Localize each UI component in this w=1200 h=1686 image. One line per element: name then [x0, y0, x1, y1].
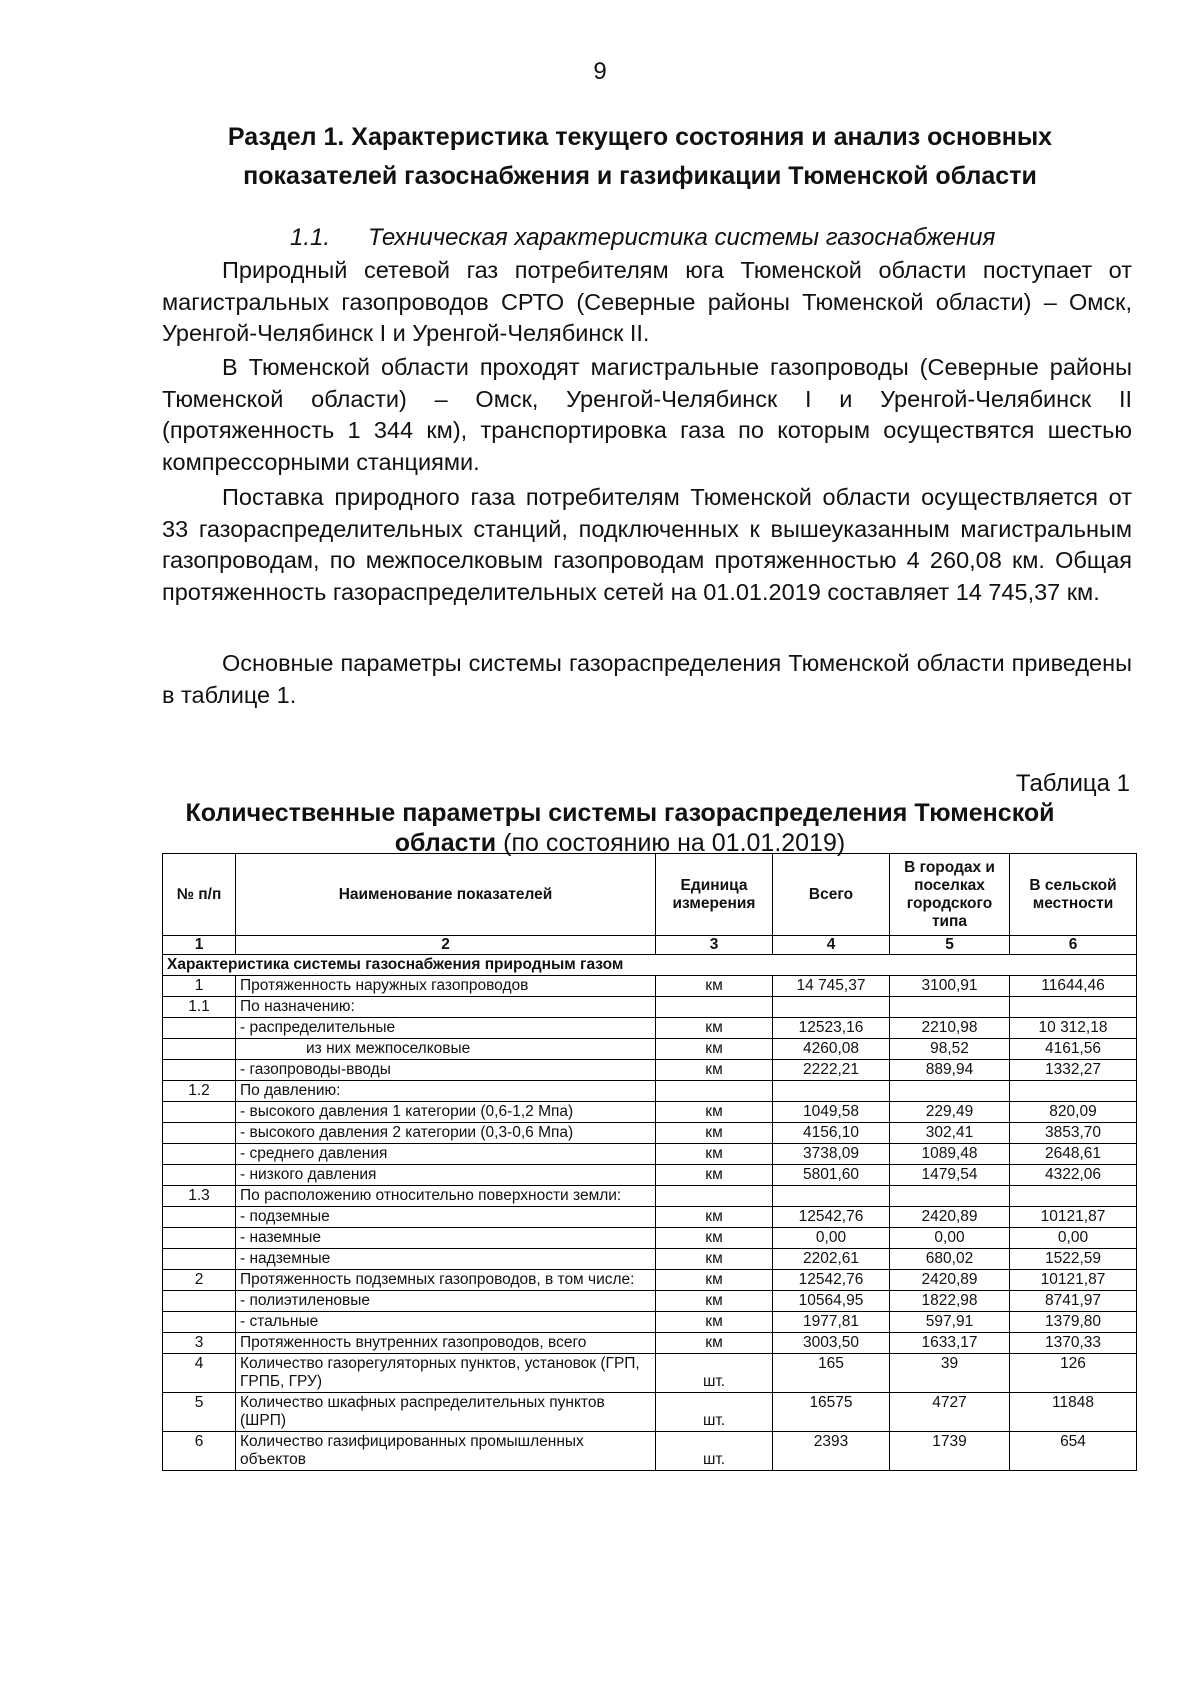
- table-row: [163, 1207, 1137, 1228]
- cell-name: - высокого давления 2 категории (0,3-0,6 Мпа): [236, 1123, 656, 1144]
- cell-rural: 654: [1010, 1432, 1137, 1471]
- cell-urban: 39: [890, 1354, 1010, 1393]
- cell-name: По расположению относительно поверхности земли:: [236, 1186, 656, 1207]
- cell-num: 1.2: [163, 1081, 236, 1102]
- header-name: Наименование показателей: [236, 854, 656, 936]
- header-rural: В сельской местности: [1010, 854, 1137, 936]
- cell-total: 12542,76: [773, 1270, 890, 1291]
- cell-total: 1977,81: [773, 1312, 890, 1333]
- table-row: [163, 1144, 1137, 1165]
- cell-urban: 889,94: [890, 1060, 1010, 1081]
- cell-total: 165: [773, 1354, 890, 1393]
- cell-rural: [1010, 1186, 1137, 1207]
- cell-name: - высокого давления 1 категории (0,6-1,2 Мпа): [236, 1102, 656, 1123]
- cell-urban: 2420,89: [890, 1270, 1010, 1291]
- paragraph-4: Основные параметры системы газораспределения Тюменской области приведены в таблице 1.: [162, 650, 1132, 708]
- cell-num: 6: [163, 1432, 236, 1471]
- cell-rural: 126: [1010, 1354, 1137, 1393]
- cell-total: 2222,21: [773, 1060, 890, 1081]
- cell-urban: 3100,91: [890, 976, 1010, 997]
- cell-total: 14 745,37: [773, 976, 890, 997]
- cell-num: [163, 1228, 236, 1249]
- cell-num: [163, 1207, 236, 1228]
- cell-unit: км: [656, 1228, 773, 1249]
- cell-rural: 10 312,18: [1010, 1018, 1137, 1039]
- table-row: [163, 1291, 1137, 1312]
- cell-urban: 0,00: [890, 1228, 1010, 1249]
- table-row: [163, 1039, 1137, 1060]
- table-row: [163, 1393, 1137, 1432]
- cell-num: 5: [163, 1393, 236, 1432]
- header-urban: В городах и поселках городского типа: [890, 854, 1010, 936]
- cell-unit: [656, 997, 773, 1018]
- cell-urban: 680,02: [890, 1249, 1010, 1270]
- cell-name: - полиэтиленовые: [236, 1291, 656, 1312]
- cell-total: 5801,60: [773, 1165, 890, 1186]
- cell-urban: [890, 1186, 1010, 1207]
- table-row: [163, 1270, 1137, 1291]
- cell-name: По назначению:: [236, 997, 656, 1018]
- cell-name: - подземные: [236, 1207, 656, 1228]
- cell-name: - распределительные: [236, 1018, 656, 1039]
- paragraph-2: В Тюменской области проходят магистральные газопроводы (Северные районы Тюменской области) – Омск, Уренгой-Челябинск I и Уренгой-Челябинск II (протяженность 1 344 км), транспортировка газа по которым осуществятся шестью компрессорными станциями.: [162, 354, 1132, 475]
- header-total: Всего: [773, 854, 890, 936]
- cell-total: [773, 997, 890, 1018]
- cell-unit: км: [656, 1123, 773, 1144]
- cell-num: [163, 1165, 236, 1186]
- table-row: [163, 1228, 1137, 1249]
- cell-urban: [890, 1081, 1010, 1102]
- cell-total: 4260,08: [773, 1039, 890, 1060]
- subsection-title: Техническая характеристика системы газоснабжения: [368, 224, 996, 251]
- colnum-3: 3: [656, 936, 773, 955]
- cell-name: Протяженность наружных газопроводов: [236, 976, 656, 997]
- colnum-6: 6: [1010, 936, 1137, 955]
- cell-unit: шт.: [656, 1432, 773, 1471]
- header-unit: Единица измерения: [656, 854, 773, 936]
- cell-urban: 98,52: [890, 1039, 1010, 1060]
- cell-total: 1049,58: [773, 1102, 890, 1123]
- table-row: [163, 1060, 1137, 1081]
- cell-unit: км: [656, 1144, 773, 1165]
- cell-rural: [1010, 1081, 1137, 1102]
- table-title-bold: Количественные параметры системы газораспределения Тюменской области: [185, 799, 1055, 857]
- cell-rural: 8741,97: [1010, 1291, 1137, 1312]
- cell-unit: [656, 1081, 773, 1102]
- cell-unit: шт.: [656, 1393, 773, 1432]
- cell-name: Количество шкафных распределительных пунктов (ШРП): [236, 1393, 656, 1432]
- cell-name: По давлению:: [236, 1081, 656, 1102]
- cell-rural: 10121,87: [1010, 1270, 1137, 1291]
- cell-total: 3738,09: [773, 1144, 890, 1165]
- table-row: [163, 1333, 1137, 1354]
- cell-num: 1: [163, 976, 236, 997]
- cell-num: 1.1: [163, 997, 236, 1018]
- table-row: [163, 997, 1137, 1018]
- cell-total: [773, 1186, 890, 1207]
- cell-rural: 4322,06: [1010, 1165, 1137, 1186]
- cell-urban: [890, 997, 1010, 1018]
- table-title-date: (по состоянию на 01.01.2019): [496, 829, 846, 857]
- table-row: [163, 1354, 1137, 1393]
- cell-name: Количество газорегуляторных пунктов, установок (ГРП, ГРПБ, ГРУ): [236, 1354, 656, 1393]
- cell-unit: км: [656, 1060, 773, 1081]
- cell-rural: 0,00: [1010, 1228, 1137, 1249]
- table-row: [163, 1249, 1137, 1270]
- table-row: [163, 976, 1137, 997]
- cell-unit: км: [656, 976, 773, 997]
- cell-num: [163, 1312, 236, 1333]
- cell-rural: 11644,46: [1010, 976, 1137, 997]
- cell-urban: 4727: [890, 1393, 1010, 1432]
- cell-unit: км: [656, 1333, 773, 1354]
- paragraph-1: Природный сетевой газ потребителям юга Тюменской области поступает от магистральных газопроводов СРТО (Северные районы Тюменской области) – Омск, Уренгой-Челябинск I и Уренгой-Челябинск II.: [162, 257, 1132, 346]
- section-row: Характеристика системы газоснабжения природным газом: [163, 955, 1137, 976]
- cell-unit: км: [656, 1249, 773, 1270]
- cell-name: - стальные: [236, 1312, 656, 1333]
- cell-num: 4: [163, 1354, 236, 1393]
- paragraph-3: Поставка природного газа потребителям Тюменской области осуществляется от 33 газораспределительных станций, подключенных к вышеуказанным магистральным газопроводам, по межпоселковым газопроводам протяженностью 4 260,08 км. Общая протяженность газораспределительных сетей на 01.01.2019 составляет 14 745,37 км.: [162, 484, 1132, 605]
- cell-name: - среднего давления: [236, 1144, 656, 1165]
- cell-rural: 1522,59: [1010, 1249, 1137, 1270]
- cell-total: 4156,10: [773, 1123, 890, 1144]
- cell-num: [163, 1102, 236, 1123]
- cell-unit: км: [656, 1039, 773, 1060]
- cell-rural: 10121,87: [1010, 1207, 1137, 1228]
- cell-rural: [1010, 997, 1137, 1018]
- cell-name: - наземные: [236, 1228, 656, 1249]
- table-row: [163, 1081, 1137, 1102]
- cell-rural: 3853,70: [1010, 1123, 1137, 1144]
- cell-name: Количество газифицированных промышленных объектов: [236, 1432, 656, 1471]
- cell-urban: 1479,54: [890, 1165, 1010, 1186]
- cell-unit: км: [656, 1291, 773, 1312]
- cell-total: 0,00: [773, 1228, 890, 1249]
- cell-name: Протяженность внутренних газопроводов, всего: [236, 1333, 656, 1354]
- cell-urban: 1739: [890, 1432, 1010, 1471]
- cell-urban: 229,49: [890, 1102, 1010, 1123]
- table-row: [163, 1018, 1137, 1039]
- table-row: [163, 1165, 1137, 1186]
- cell-rural: 1379,80: [1010, 1312, 1137, 1333]
- cell-name: Протяженность подземных газопроводов, в том числе:: [236, 1270, 656, 1291]
- cell-name: - низкого давления: [236, 1165, 656, 1186]
- cell-unit: шт.: [656, 1354, 773, 1393]
- cell-total: [773, 1081, 890, 1102]
- table-label: Таблица 1: [1015, 770, 1130, 797]
- cell-rural: 2648,61: [1010, 1144, 1137, 1165]
- cell-num: 3: [163, 1333, 236, 1354]
- cell-num: [163, 1123, 236, 1144]
- cell-num: [163, 1249, 236, 1270]
- cell-num: [163, 1060, 236, 1081]
- table-row: [163, 1432, 1137, 1471]
- cell-total: 2393: [773, 1432, 890, 1471]
- cell-num: [163, 1291, 236, 1312]
- cell-total: 12523,16: [773, 1018, 890, 1039]
- cell-rural: 1332,27: [1010, 1060, 1137, 1081]
- cell-total: 16575: [773, 1393, 890, 1432]
- cell-name: - надземные: [236, 1249, 656, 1270]
- cell-urban: 2210,98: [890, 1018, 1010, 1039]
- cell-urban: 1633,17: [890, 1333, 1010, 1354]
- cell-total: 12542,76: [773, 1207, 890, 1228]
- cell-unit: км: [656, 1270, 773, 1291]
- cell-unit: км: [656, 1018, 773, 1039]
- cell-unit: км: [656, 1102, 773, 1123]
- cell-rural: 1370,33: [1010, 1333, 1137, 1354]
- cell-total: 3003,50: [773, 1333, 890, 1354]
- cell-num: 2: [163, 1270, 236, 1291]
- table-row: [163, 1312, 1137, 1333]
- cell-unit: [656, 1186, 773, 1207]
- cell-rural: 4161,56: [1010, 1039, 1137, 1060]
- table-row: [163, 1123, 1137, 1144]
- cell-rural: 820,09: [1010, 1102, 1137, 1123]
- cell-rural: 11848: [1010, 1393, 1137, 1432]
- cell-name: - газопроводы-вводы: [236, 1060, 656, 1081]
- cell-unit: км: [656, 1207, 773, 1228]
- cell-num: [163, 1018, 236, 1039]
- subsection-number: 1.1.: [290, 224, 331, 251]
- cell-num: [163, 1144, 236, 1165]
- page-number: 9: [593, 58, 607, 85]
- cell-urban: 302,41: [890, 1123, 1010, 1144]
- cell-num: [163, 1039, 236, 1060]
- header-num: № п/п: [163, 854, 236, 936]
- cell-unit: км: [656, 1312, 773, 1333]
- cell-total: 10564,95: [773, 1291, 890, 1312]
- cell-name: из них межпоселковые: [236, 1039, 656, 1060]
- cell-urban: 2420,89: [890, 1207, 1010, 1228]
- parameters-table: [162, 853, 1137, 1471]
- subsection-heading: [290, 224, 995, 252]
- cell-total: 2202,61: [773, 1249, 890, 1270]
- table-row: [163, 1102, 1137, 1123]
- cell-unit: км: [656, 1165, 773, 1186]
- cell-num: 1.3: [163, 1186, 236, 1207]
- cell-urban: 597,91: [890, 1312, 1010, 1333]
- colnum-5: 5: [890, 936, 1010, 955]
- colnum-1: 1: [163, 936, 236, 955]
- table-row: [163, 1186, 1137, 1207]
- colnum-4: 4: [773, 936, 890, 955]
- colnum-2: 2: [236, 936, 656, 955]
- cell-urban: 1822,98: [890, 1291, 1010, 1312]
- cell-urban: 1089,48: [890, 1144, 1010, 1165]
- section-title: Раздел 1. Характеристика текущего состояния и анализ основных показателей газоснабжения и газификации Тюменской области: [227, 123, 1053, 190]
- table-title: [150, 798, 1090, 858]
